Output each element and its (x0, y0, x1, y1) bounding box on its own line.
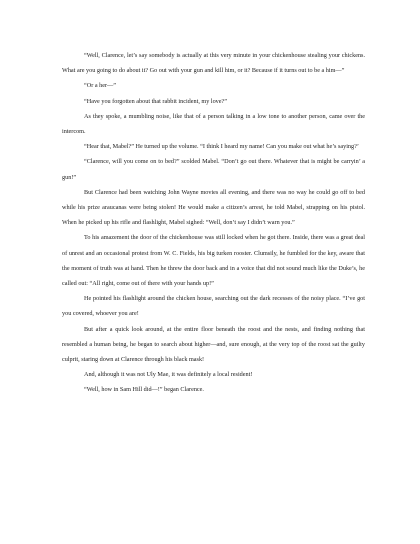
paragraph: He pointed his flashlight around the chicken house, searching out the dark recesses of the noisy place. “I’ve got you covered, whoever you are! (62, 295, 365, 318)
body-text (62, 48, 365, 398)
paragraph: And, although it was not Uly Mae, it was definitely a local resident! (84, 371, 253, 379)
paragraph: “Well, how in Sam Hill did—!” began Clarence. (84, 386, 204, 394)
paragraph: “Have you forgotten about that rabbit incident, my love?” (84, 97, 228, 105)
paragraph: “Hear that, Mabel?” He turned up the volume. “I think I heard my name! Can you make out what he’s saying?’ (84, 143, 359, 151)
paragraph: But after a quick look around, at the entire floor beneath the roost and the nests, and finding nothing that resembled a human being, he began to search about higher—and, sure enough, at the very top of the roost sat the guilty culprit, staring down at Clarence through his black mask! (62, 325, 365, 364)
paragraph: “Clarence, will you come on to bed?” scolded Mabel. “Don’t go out there. Whatever that is might be carryin’ a gun!” (62, 158, 365, 181)
paragraph: As they spoke, a mumbling noise, like that of a person talking in a low tone to another person, came over the intercom. (62, 112, 365, 136)
paragraph: To his amazement the door of the chickenhouse was still locked when he got there. Inside, there was a great deal of unrest and an occasional protest from W. C. Fields, his big turken rooster. Clumsily, he fumbled for the key, aware that the moment of truth was at hand. Then he threw the door back and in a voice that did not sound much like the Duke’s, he called out: “All right, come out of there with your hands up!” (62, 234, 365, 288)
paragraph: But Clarence had been watching John Wayne movies all evening, and there was no way he could go off to bed while his prize araucanas were being stolen! He would make a citizen’s arrest, he told Mabel, strapping on his pistol. When he picked up his rifle and flashlight, Mabel sighed: “Well, don’t say I didn’t warn you.” (62, 188, 365, 227)
paragraph: “Or a her—” (84, 82, 116, 90)
paragraph: “Well, Clarence, let’s say somebody is actually at this very minute in your chickenhouse stealing your chickens. What are you going to do about it? Go out with your gun and kill him, or it? Because if it turns out to be a him—” (62, 52, 365, 75)
